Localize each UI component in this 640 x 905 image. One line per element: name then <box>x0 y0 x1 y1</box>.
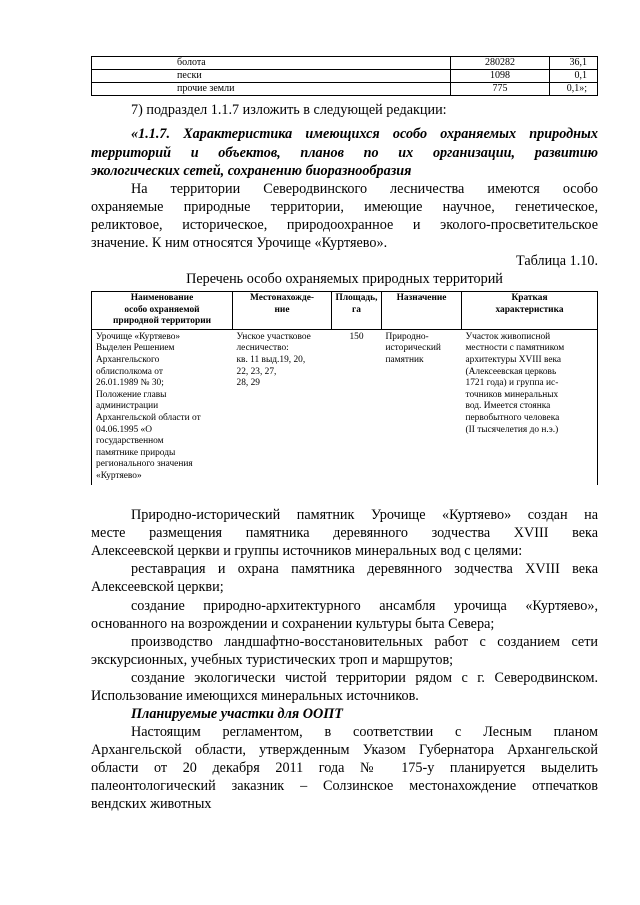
cell-purpose: Природно- исторический памятник <box>385 331 441 365</box>
section-title: Характеристика имеющихся особо охраняемых природных <box>183 126 598 142</box>
category-cell: болота <box>92 57 451 70</box>
body-line: Настоящим регламентом, в соответствии с Лесным планом <box>131 724 598 740</box>
body-line: палеонтологический заказник – Солзинское местонахождение отпечатков <box>91 778 598 794</box>
percent-cell: 0,1 <box>550 70 598 83</box>
header-purpose: Назначение <box>382 292 462 330</box>
table-title: Перечень особо охраняемых природных территорий <box>186 271 503 287</box>
goal-line: создание экологически чистой территории рядом с г. Северодвинском. <box>131 670 598 686</box>
goal-line: Алексеевской церкви; <box>91 579 224 595</box>
goal-line: основанного на возрождении и сохранении культуры быта Севера; <box>91 616 495 632</box>
body-line: охраняемые природные территории, имеющие научное, генетическое, <box>91 199 598 215</box>
header-location: Местонахожде- ние <box>233 292 332 330</box>
table-row <box>92 70 598 83</box>
area-cell: 775 <box>451 83 550 96</box>
header-name: Наименование особо охраняемой природной территории <box>92 292 233 330</box>
land-category-table <box>91 56 598 96</box>
category-cell: пески <box>92 70 451 83</box>
subsection-heading: Планируемые участки для ООПТ <box>131 706 343 722</box>
body-line: вендских животных <box>91 796 212 812</box>
body-line: На территории Северодвинского лесничества имеются особо <box>131 181 598 197</box>
percent-cell: 0,1»; <box>550 83 598 96</box>
goal-line: экскурсионных, учебных туристических троп и маршрутов; <box>91 652 454 668</box>
section-heading-line: территорий и объектов, планов по их организации, развитию <box>91 145 598 161</box>
area-cell: 1098 <box>451 70 550 83</box>
percent-cell: 36,1 <box>550 57 598 70</box>
header-description: Краткая характеристика <box>462 292 598 330</box>
body-line: Архангельской области, утвержденным Указом Губернатора Архангельской <box>91 742 598 758</box>
cell-area: 150 <box>349 331 364 342</box>
protected-areas-table <box>91 291 598 485</box>
header-area: Площадь, га <box>332 292 382 330</box>
goal-line: реставрация и охрана памятника деревянного зодчества XVIII века <box>131 561 598 577</box>
goal-line: производство ландшафтно-восстановительных работ с созданием сети <box>131 634 598 650</box>
table-row <box>92 329 598 484</box>
category-cell: прочие земли <box>92 83 451 96</box>
cell-name: Урочище «Куртяево» Выделен Решением Архангельского облисполкома от 26.01.1989 № 30; Положение главы администрации Архангельской области от 04.06.1995 «О государственном памятнике природы регионального значения «Куртяево» <box>92 329 233 484</box>
table-row <box>92 57 598 70</box>
body-line: значение. К ним относятся Урочище «Куртяево». <box>91 235 388 251</box>
cell-location: Унское участковое лесничество: кв. 11 выд.19, 20, 22, 23, 27, 28, 29 <box>236 331 311 389</box>
section-heading-line <box>91 125 598 144</box>
body-line: месте размещения памятника деревянного зодчества XVIII века <box>91 525 598 541</box>
body-line: области от 20 декабря 2011 года № 175-у планируется выделить <box>91 760 598 776</box>
table-number: Таблица 1.10. <box>516 253 598 269</box>
goal-line: Использование имеющихся минеральных источников. <box>91 688 419 704</box>
body-line: Алексеевской церкви и группы источников минеральных вод с целями: <box>91 543 523 559</box>
table-row <box>92 83 598 96</box>
body-line: Природно-исторический памятник Урочище «Куртяево» создан на <box>131 507 598 523</box>
area-cell: 280282 <box>451 57 550 70</box>
table-header-row <box>92 292 598 330</box>
cell-description: Участок живописной местности с памятником архитектуры XVIII века (Алексеевская церковь 1721 года) и группа ис- точников минеральных вод. Имеется стоянка первобытного человека (II тысячелетия до н.э.) <box>462 329 598 484</box>
section-number: «1.1.7. <box>131 126 171 142</box>
amendment-paragraph: 7) подраздел 1.1.7 изложить в следующей редакции: <box>131 102 447 118</box>
goal-line: создание природно-архитектурного ансамбля урочища «Куртяево», <box>131 598 598 614</box>
body-line: реликтовое, историческое, природоохранное и эколого-просветительское <box>91 217 598 233</box>
section-heading-line: экологических сетей, сохранению биоразнообразия <box>91 163 412 179</box>
